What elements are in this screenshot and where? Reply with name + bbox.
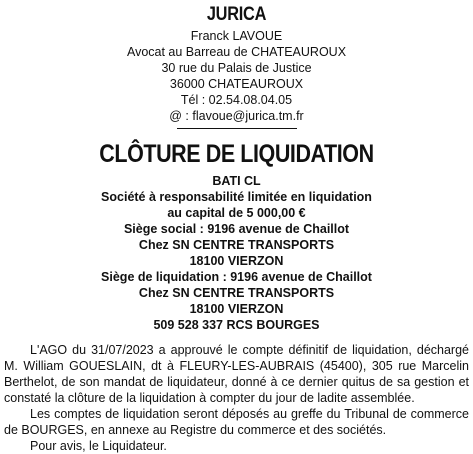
paragraph: Pour avis, le Liquidateur. <box>30 439 167 453</box>
email: @ : flavoue@jurica.tm.fr <box>169 109 304 123</box>
lawyer-name: Franck LAVOUE <box>190 29 283 43</box>
liquidation-office-city: 18100 VIERZON <box>189 302 284 316</box>
phone: Tél : 02.54.08.04.05 <box>180 93 293 107</box>
registered-office-care-of: Chez SN CENTRE TRANSPORTS <box>138 238 335 252</box>
firm-name: JURICA <box>206 4 267 25</box>
divider <box>177 128 297 129</box>
registered-office: Siège social : 9196 avenue de Chaillot <box>123 222 350 236</box>
company-capital: au capital de 5 000,00 € <box>167 206 306 220</box>
firm-header <box>0 0 473 129</box>
lawyer-title: Avocat au Barreau de CHATEAUROUX <box>126 45 347 59</box>
rcs-number: 509 528 337 RCS BOURGES <box>153 318 320 332</box>
liquidation-office: Siège de liquidation : 9196 avenue de Chaillot <box>101 270 372 284</box>
company-name: BATI CL <box>212 174 261 188</box>
paragraph: L'AGO du 31/07/2023 a approuvé le compte définitif de liquidation, déchargé M. William GOUESLAIN, dt à FLEURY-LES-AUBRAIS (45400), 305 rue Marcelin Berthelot, de son mandat de liquidateur, donné à ce dernier quitus de sa gestion et constaté la clôture de la liquidation à compter du jour de ladite assemblée. <box>4 343 469 405</box>
paragraph: Les comptes de liquidation seront déposés au greffe du Tribunal de commerce de BOURGES, en annexe au Registre du commerce et des sociétés. <box>4 407 469 437</box>
liquidation-office-care-of: Chez SN CENTRE TRANSPORTS <box>138 286 335 300</box>
notice-heading: CLÔTURE DE LIQUIDATION <box>99 140 374 168</box>
contact-block <box>0 28 473 124</box>
notice-body <box>0 342 473 454</box>
company-block <box>0 173 473 333</box>
address-city: 36000 CHATEAUROUX <box>169 77 304 91</box>
company-form: Société à responsabilité limitée en liquidation <box>101 190 372 204</box>
registered-office-city: 18100 VIERZON <box>189 254 284 268</box>
address-street: 30 rue du Palais de Justice <box>161 61 312 75</box>
